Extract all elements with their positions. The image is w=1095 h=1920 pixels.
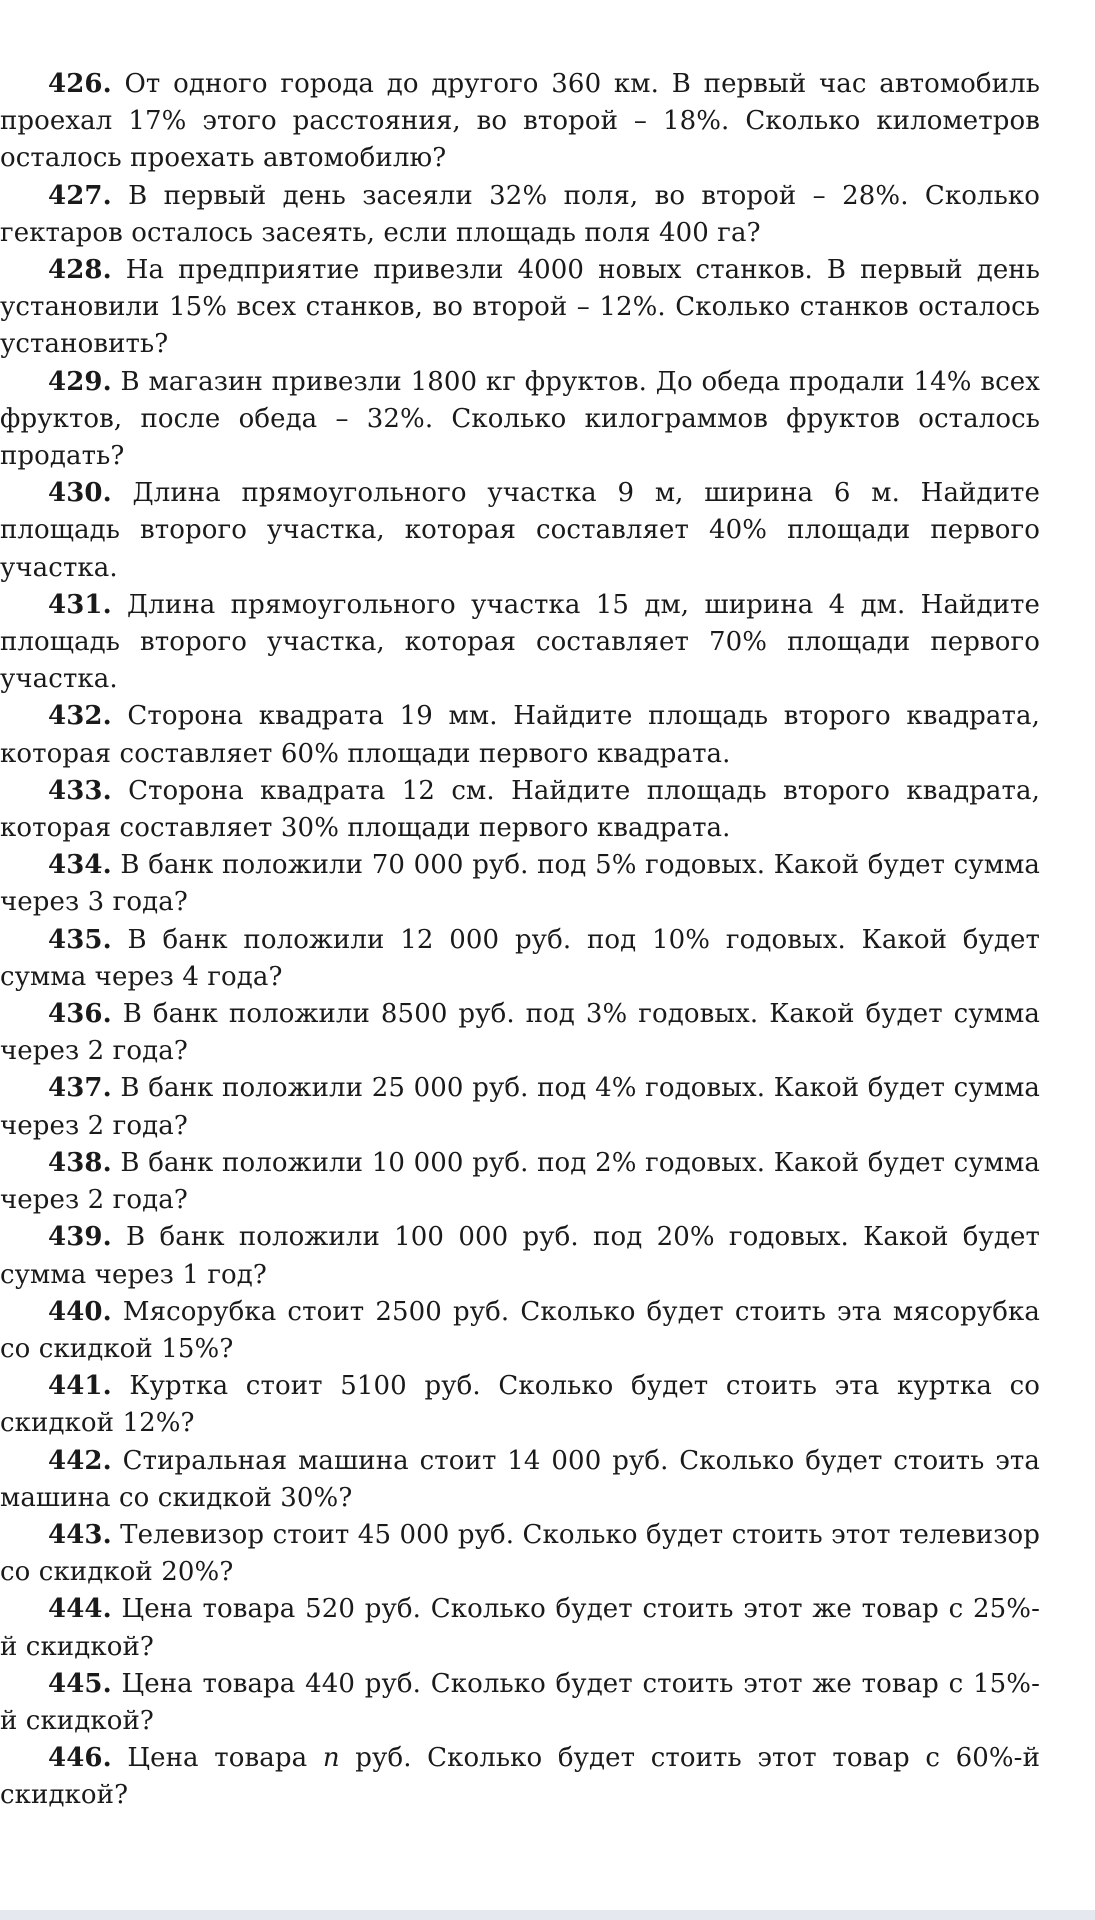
problem-list [0,66,1040,1815]
problem-number: 434. [48,850,112,881]
problem-436 [0,996,1040,1070]
problem-text: Стиральная машина стоит 14 000 руб. Сколько будет стоить эта машина со скидкой 30%? [0,1445,1040,1513]
page-bottom-edge [0,1910,1095,1920]
problem-446 [0,1740,1040,1814]
problem-428 [0,252,1040,364]
problem-number: 442. [48,1445,112,1476]
problem-number: 432. [48,701,112,732]
problem-text: Длина прямоугольного участка 15 дм, ширина 4 дм. Найдите площадь второго участка, которая составляет 70% площади первого участка. [0,589,1040,695]
problem-427 [0,178,1040,252]
problem-text: На предприятие привезли 4000 новых станков. В первый день установили 15% всех станков, во второй – 12%. Сколько станков осталось установить? [0,255,1040,360]
problem-number: 437. [48,1073,112,1104]
problem-433 [0,773,1040,847]
problem-437 [0,1070,1040,1144]
problem-number: 445. [48,1668,112,1699]
problem-number: 430. [48,478,112,509]
problem-number: 435. [48,924,112,955]
problem-text: Куртка стоит 5100 руб. Сколько будет стоить эта куртка со скидкой 12%? [0,1371,1040,1439]
problem-432 [0,698,1040,772]
problem-430 [0,475,1040,587]
problem-text: Сторона квадрата 19 мм. Найдите площадь второго квадрата, которая составляет 60% площади первого квадрата. [0,701,1040,769]
problem-443 [0,1517,1040,1591]
problem-number: 441. [48,1371,112,1402]
problem-number: 436. [48,999,112,1030]
problem-442 [0,1443,1040,1517]
problem-number: 443. [48,1519,112,1550]
problem-number: 429. [48,366,112,397]
problem-text: В банк положили 10 000 руб. под 2% годовых. Какой будет сумма через 2 года? [0,1147,1040,1216]
problem-text: Мясорубка стоит 2500 руб. Сколько будет стоить эта мясорубка со скидкой 15%? [0,1296,1040,1364]
problem-438 [0,1145,1040,1219]
problem-440 [0,1294,1040,1368]
problem-number: 438. [48,1147,112,1178]
problem-text: В банк положили 12 000 руб. под 10% годовых. Какой будет сумма через 4 года? [0,924,1040,992]
problem-number: 428. [48,255,112,286]
problem-text: В первый день засеяли 32% поля, во второй – 28%. Сколько гектаров осталось засеять, если площадь поля 400 га? [0,180,1040,248]
problem-445 [0,1666,1040,1740]
problem-text: От одного города до другого 360 км. В первый час автомобиль проехал 17% этого расстояния, во второй – 18%. Сколько километров осталось проехать автомобилю? [0,69,1040,174]
problem-435 [0,922,1040,996]
problem-text: Сторона квадрата 12 см. Найдите площадь второго квадрата, которая составляет 30% площади первого квадрата. [0,775,1040,844]
problem-text: Цена товара 520 руб. Сколько будет стоить этот же товар с 25%-й скидкой? [0,1594,1040,1662]
problem-439 [0,1219,1040,1293]
problem-text: В банк положили 70 000 руб. под 5% годовых. Какой будет сумма через 3 года? [0,850,1040,918]
problem-text: Телевизор стоит 45 000 руб. Сколько будет стоить этот телевизор со скидкой 20%? [0,1519,1041,1588]
problem-429 [0,364,1040,476]
problem-431 [0,587,1040,699]
problem-text-before: Цена товара [127,1743,308,1774]
problem-text: Длина прямоугольного участка 9 м, ширина 6 м. Найдите площадь второго участка, которая составляет 40% площади первого участка. [0,478,1040,583]
problem-text: В магазин привезли 1800 кг фруктов. До обеда продали 14% всех фруктов, после обеда – 32%. Сколько килограммов фруктов осталось продать? [0,366,1040,472]
problem-number: 444. [48,1594,112,1625]
problem-number: 433. [48,775,112,806]
problem-variable: n [322,1743,340,1774]
problem-444 [0,1591,1040,1665]
problem-434 [0,847,1040,921]
problem-number: 427. [48,180,112,211]
problem-number: 431. [48,589,112,620]
problem-426 [0,66,1040,178]
problem-text: Цена товара 440 руб. Сколько будет стоить этот же товар с 15%-й скидкой? [0,1668,1040,1736]
problem-number: 446. [48,1743,112,1774]
problem-number: 439. [48,1222,112,1253]
problem-text: В банк положили 100 000 руб. под 20% годовых. Какой будет сумма через 1 год? [0,1222,1040,1290]
problem-number: 426. [48,69,112,99]
problem-text: В банк положили 8500 руб. под 3% годовых. Какой будет сумма через 2 года? [0,999,1040,1067]
problem-text-after: руб. Сколько будет стоить этот товар с 60%-й скидкой? [0,1743,1040,1811]
problem-text: В банк положили 25 000 руб. под 4% годовых. Какой будет сумма через 2 года? [0,1073,1040,1141]
problem-number: 440. [48,1296,112,1327]
problem-441 [0,1368,1040,1442]
